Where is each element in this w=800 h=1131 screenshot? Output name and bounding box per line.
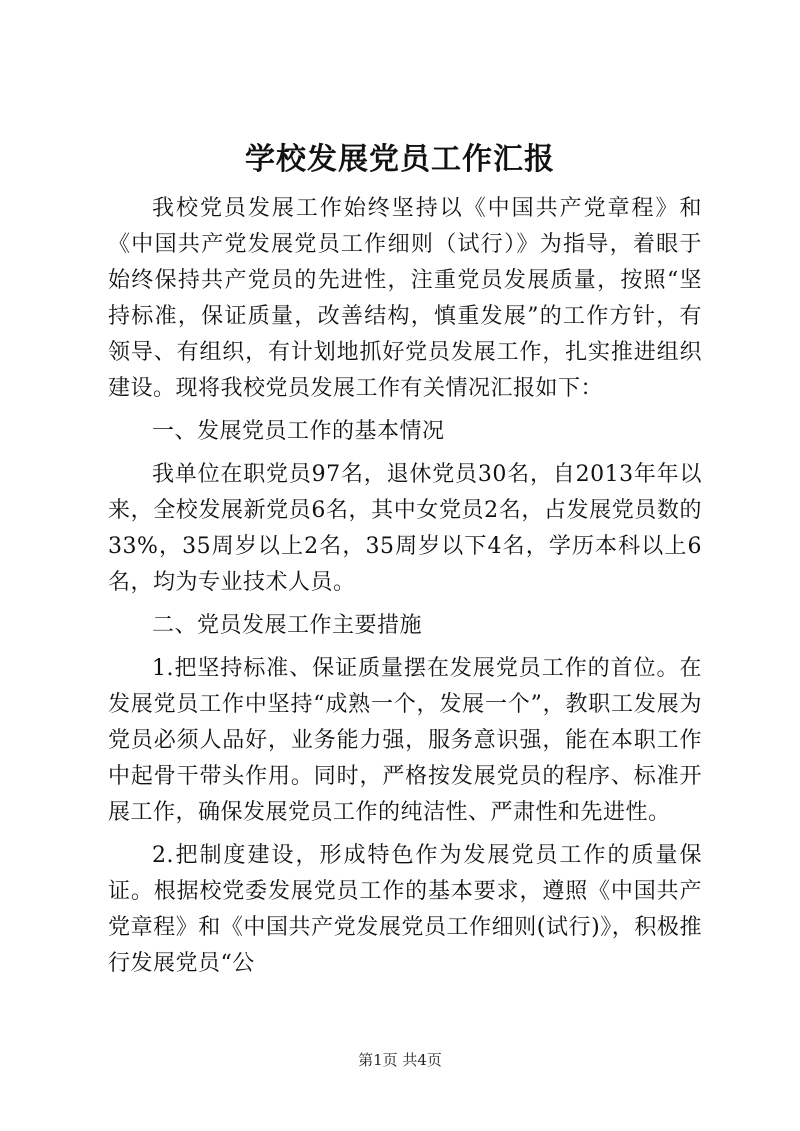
section-heading-basic-situation: 一、发展党员工作的基本情况 bbox=[152, 419, 445, 444]
page-number-footer: 第1页 共4页 bbox=[358, 1051, 442, 1069]
document-title: 学校发展党员工作汇报 bbox=[245, 142, 555, 177]
measure-2-paragraph: 2.把制度建设，形成特色作为发展党员工作的质量保证。根据校党委发展党员工作的基本要求，遵照《中国共产党章程》和《中国共产党发展党员工作细则(试行)》，积极推行发展党员“公 bbox=[108, 843, 702, 976]
measure-1-paragraph: 1.把坚持标准、保证质量摆在发展党员工作的首位。在发展党员工作中坚持“成熟一个，发展一个”，教职工发展为党员必须人品好，业务能力强，服务意识强，能在本职工作中起骨干带头作用。同时，严格按发展党员的程序、标准开展工作，确保发展党员工作的纯洁性、严肃性和先进性。 bbox=[108, 656, 702, 825]
document-body bbox=[108, 191, 702, 982]
section-heading-main-measures: 二、党员发展工作主要措施 bbox=[152, 613, 423, 638]
basic-situation-paragraph: 我单位在职党员97名，退休党员30名，自2013年年以来，全校发展新党员6名，其中女党员2名，占发展党员数的33%，35周岁以上2名，35周岁以下4名，学历本科以上6名，均为专业技术人员。 bbox=[108, 462, 702, 595]
intro-paragraph: 我校党员发展工作始终坚持以《中国共产党章程》和《中国共产党发展党员工作细则（试行）》为指导，着眼于始终保持共产党员的先进性，注重党员发展质量，按照“坚持标准，保证质量，改善结构，慎重发展”的工作方针，有领导、有组织，有计划地抓好党员发展工作，扎实推进组织建设。现将我校党员发展工作有关情况汇报如下： bbox=[108, 196, 702, 401]
